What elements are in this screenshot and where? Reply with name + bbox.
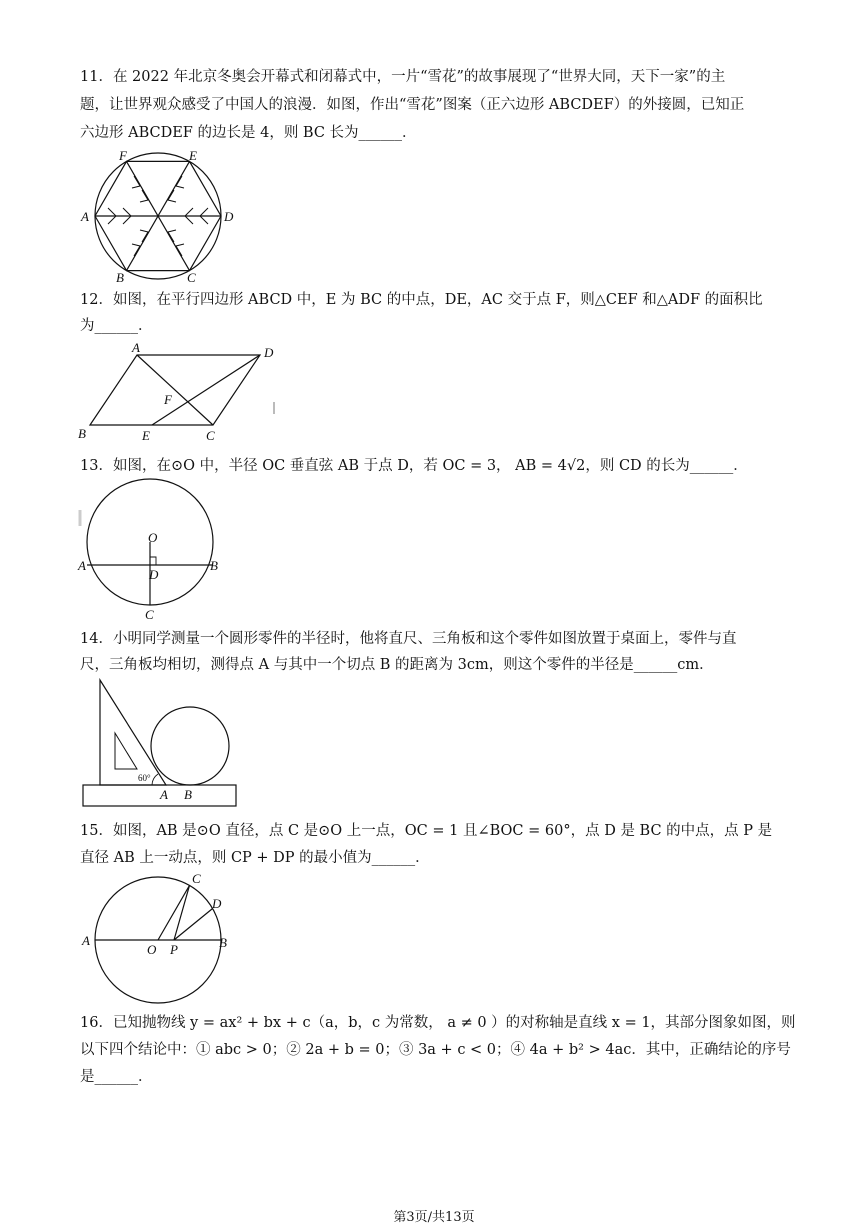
q16-line-1: 16．已知抛物线 y = ax² + bx + c（a，b，c 为常数， a ≠ 0 ）的对称轴是直线 x = 1，其部分图象如图，则 bbox=[80, 1015, 796, 1031]
q11-label-c: C bbox=[187, 270, 196, 284]
q12-parallelogram-figure bbox=[76, 338, 286, 444]
q12-label-b: B bbox=[78, 426, 86, 441]
q12-line-2: 为______． bbox=[80, 318, 153, 334]
q11-label-b: B bbox=[116, 270, 124, 284]
q15-circle-diameter-figure bbox=[78, 868, 238, 1008]
page-number: 第3页/共13页 bbox=[393, 1210, 475, 1225]
q15-label-c: C bbox=[192, 871, 201, 886]
q15-label-o: O bbox=[147, 942, 157, 957]
q11-hexagon-snowflake-figure bbox=[78, 148, 248, 284]
q11-label-d: D bbox=[224, 209, 234, 224]
q14-label-b: B bbox=[184, 787, 192, 802]
q11-label-f: F bbox=[119, 148, 127, 163]
q13-label-b: B bbox=[210, 558, 218, 573]
q13-label-a: A bbox=[78, 558, 86, 573]
q16-line-3: 是______． bbox=[80, 1069, 153, 1085]
q16-line-2: 以下四个结论中：① abc > 0；② 2a + b = 0；③ 3a + c < 0；④ 4a + b² > 4ac．其中，正确结论的序号 bbox=[80, 1042, 791, 1058]
q13-circle-chord-figure bbox=[74, 478, 224, 624]
q14-label-angle: 60° bbox=[138, 773, 151, 783]
q15-label-b: B bbox=[219, 935, 227, 950]
q13-label-c: C bbox=[145, 607, 154, 622]
q12-label-a: A bbox=[132, 340, 140, 355]
q11-label-a: A bbox=[81, 209, 89, 224]
q15-label-p: P bbox=[170, 942, 178, 957]
q12-line-1: 12．如图，在平行四边形 ABCD 中，E 为 BC 的中点，DE，AC 交于点 F，则△CEF 和△ADF 的面积比 bbox=[80, 292, 763, 308]
q11-line-1: 11．在 2022 年北京冬奥会开幕式和闭幕式中，一片“雪花”的故事展现了“世界大同，天下一家”的主 bbox=[80, 69, 726, 85]
q11-line-2: 题，让世界观众感受了中国人的浪漫．如图，作出“雪花”图案（正六边形 ABCDEF）的外接圆，已知正 bbox=[80, 97, 745, 113]
q14-line-2: 尺，三角板均相切，测得点 A 与其中一个切点 B 的距离为 3cm，则这个零件的半径是______cm． bbox=[80, 657, 714, 673]
q15-label-d: D bbox=[212, 896, 222, 911]
q15-label-a: A bbox=[82, 933, 90, 948]
q14-label-a: A bbox=[160, 787, 168, 802]
q12-label-d: D bbox=[264, 345, 274, 360]
q15-line-1: 15．如图，AB 是⊙O 直径，点 C 是⊙O 上一点，OC = 1 且∠BOC = 60°，点 D 是 BC 的中点，点 P 是 bbox=[80, 823, 773, 839]
q13-label-d: D bbox=[149, 567, 159, 582]
q13-line-1: 13．如图，在⊙O 中，半径 OC 垂直弦 AB 于点 D，若 OC = 3， AB = 4√2，则 CD 的长为______． bbox=[80, 458, 748, 474]
q12-label-c: C bbox=[206, 428, 215, 443]
q12-label-e: E bbox=[142, 428, 150, 443]
q11-line-3: 六边形 ABCDEF 的边长是 4，则 BC 长为______． bbox=[80, 125, 417, 141]
q15-line-2: 直径 AB 上一动点，则 CP + DP 的最小值为______． bbox=[80, 850, 430, 866]
q11-label-e: E bbox=[189, 148, 197, 163]
q12-label-f: F bbox=[164, 392, 172, 407]
q14-ruler-triangle-circle-figure bbox=[78, 675, 243, 810]
q14-line-1: 14．小明同学测量一个圆形零件的半径时，他将直尺、三角板和这个零件如图放置于桌面上，零件与直 bbox=[80, 631, 737, 647]
q13-label-o: O bbox=[148, 530, 158, 545]
